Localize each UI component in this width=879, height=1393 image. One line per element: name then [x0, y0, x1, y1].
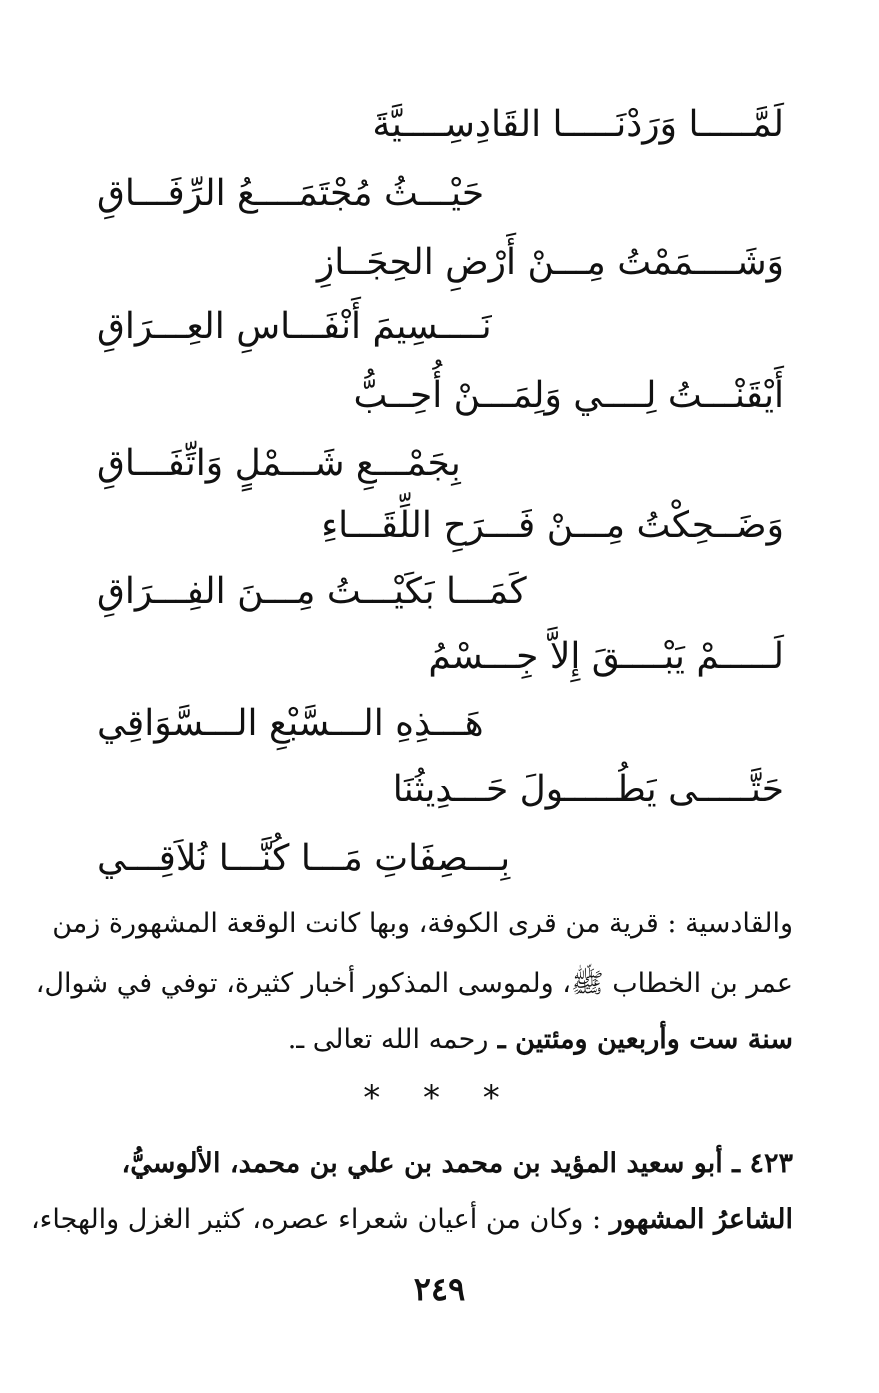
verse-line: وَشَــــمَمْتُ مِـــنْ أَرْضِ الحِجَــازِ [316, 242, 784, 283]
verse-line: هَـــذِهِ الـــسَّبْعِ الـــسَّوَاقِي [97, 703, 484, 744]
verse-line: حَتَّـــــى يَطُـــــولَ حَـــدِيثُنَا [392, 769, 784, 810]
entry-number-name: ٤٢٣ ـ أبو سعيد المؤيد بن محمد بن علي بن محمد، [220, 1148, 793, 1179]
verse-line: بِجَمْـــعِ شَـــمْلٍ وَاتِّفَـــاقِ [97, 443, 461, 484]
entry-body-line [30, 1204, 793, 1235]
note-line [85, 1024, 793, 1055]
note-date-bold: سنة ست وأربعين ومئتين ـ [488, 1024, 793, 1055]
entry-nisba: الألوسيُّ، [121, 1148, 221, 1179]
verse-line: بِـــصِفَاتِ مَـــا كُنَّـــا نُلاَقِـــي [97, 838, 511, 879]
verse-line: كَمَـــا بَكَيْـــتُ مِـــنَ الفِـــرَاقِ [97, 571, 527, 612]
entry-heading-line [85, 1148, 793, 1179]
page-number: ٢٤٩ [413, 1270, 466, 1308]
note-closing: رحمه الله تعالى ـ. [287, 1024, 489, 1055]
verse-line: لَمَّـــــا وَرَدْنَـــــا القَادِسِــــيَّةَ [372, 104, 784, 145]
entry-description: : وكان من أعيان شعراء عصره، كثير الغزل والهجاء، [30, 1204, 602, 1235]
note-line: والقادسية : قرية من قرى الكوفة، وبها كانت الوقعة المشهورة زمن [52, 908, 793, 939]
verse-line: وَضَــحِكْتُ مِـــنْ فَـــرَحِ اللِّقَـــاءِ [321, 505, 784, 546]
verse-line: نَــــسِيمَ أَنْفَـــاسِ العِـــرَاقِ [97, 306, 492, 347]
verse-line: أَيْقَنْـــتُ لِــــي وَلِمَـــنْ أُحِــبُّ [353, 375, 784, 416]
verse-line: لَـــــمْ يَبْــــقَ إِلاَّ جِـــسْمُ [428, 636, 784, 677]
entry-title-bold: الشاعرُ المشهور [609, 1204, 793, 1235]
note-line: عمر بن الخطاب ﷺ، ولموسى المذكور أخبار كثيرة، توفي في شوال، [35, 968, 793, 999]
verse-line: حَيْـــثُ مُجْتَمَــــعُ الرِّفَـــاقِ [97, 173, 485, 214]
section-separator: * * * [363, 1078, 516, 1118]
